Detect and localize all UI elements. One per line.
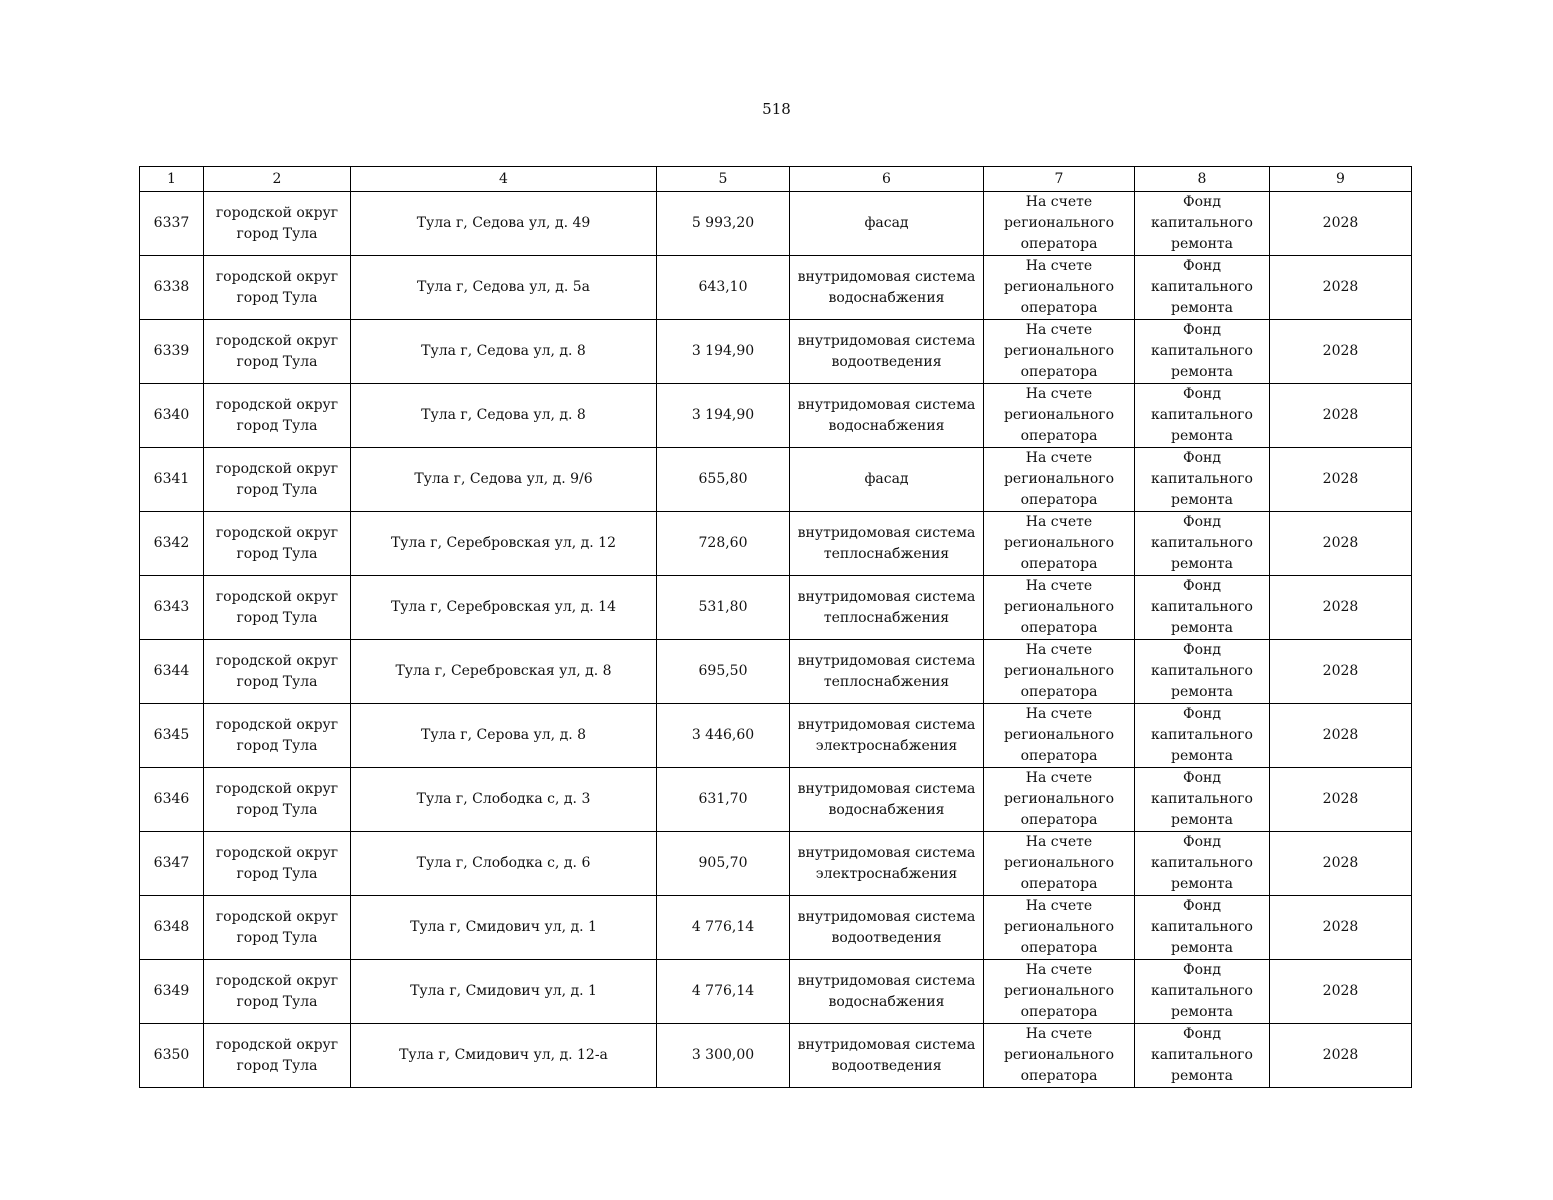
row-number-cell: 6349: [140, 960, 204, 1024]
district-cell: [204, 384, 351, 448]
work-type-cell: [790, 384, 984, 448]
work-type-cell-line: водоснабжения: [828, 289, 945, 306]
district-cell: [204, 768, 351, 832]
funding-source-cell-line: ремонта: [1171, 684, 1233, 700]
table-row: [140, 256, 1412, 320]
work-type-cell-line: внутридомовая система: [797, 524, 976, 541]
address-cell: Тула г, Слободка с, д. 6: [351, 832, 657, 896]
funding-source-cell: [1135, 768, 1270, 832]
funding-source-cell: [1135, 576, 1270, 640]
work-type-cell-line: внутридомовая система: [797, 332, 976, 349]
address-cell: Тула г, Седова ул, д. 8: [351, 320, 657, 384]
table-row: [140, 896, 1412, 960]
account-method-cell-line: На счете: [1025, 1026, 1093, 1042]
district-cell-line: городской округ: [215, 972, 339, 989]
account-method-cell-line: регионального: [1003, 471, 1115, 487]
account-method-cell-line: оператора: [1020, 300, 1098, 316]
funding-source-cell-line: Фонд: [1182, 962, 1221, 978]
district-cell-line: город Тула: [236, 801, 318, 818]
year-cell: 2028: [1270, 832, 1412, 896]
area-cell: 655,80: [657, 448, 790, 512]
account-method-cell-line: оператора: [1020, 236, 1098, 252]
funding-source-cell-line: ремонта: [1171, 364, 1233, 380]
table-row: [140, 320, 1412, 384]
district-cell: [204, 192, 351, 256]
funding-source-cell-line: капитального: [1151, 983, 1253, 999]
address-cell: Тула г, Седова ул, д. 9/6: [351, 448, 657, 512]
table-row: [140, 704, 1412, 768]
account-method-cell: [984, 512, 1135, 576]
account-method-cell-line: регионального: [1003, 919, 1115, 935]
work-type-cell: [790, 576, 984, 640]
account-method-cell-line: оператора: [1020, 812, 1098, 828]
funding-source-cell-line: капитального: [1151, 279, 1253, 295]
work-type-cell-line: водоснабжения: [828, 801, 945, 818]
account-method-cell-line: На счете: [1025, 834, 1093, 850]
year-cell: 2028: [1270, 896, 1412, 960]
funding-source-cell: [1135, 384, 1270, 448]
account-method-cell-line: регионального: [1003, 279, 1115, 295]
district-cell-line: городской округ: [215, 460, 339, 477]
funding-source-cell-line: ремонта: [1171, 748, 1233, 764]
funding-source-cell-line: Фонд: [1182, 258, 1221, 274]
funding-source-cell-line: ремонта: [1171, 940, 1233, 956]
work-type-cell-line: внутридомовая система: [797, 652, 976, 669]
funding-source-cell-line: Фонд: [1182, 578, 1221, 594]
area-cell: 4 776,14: [657, 896, 790, 960]
funding-source-cell-line: капитального: [1151, 407, 1253, 423]
district-cell: [204, 1024, 351, 1088]
table-row: [140, 192, 1412, 256]
account-method-cell: [984, 960, 1135, 1024]
funding-source-cell-line: Фонд: [1182, 194, 1221, 210]
district-cell-line: город Тула: [236, 289, 318, 306]
funding-source-cell-line: капитального: [1151, 1047, 1253, 1063]
account-method-cell: [984, 192, 1135, 256]
work-type-cell: [790, 192, 984, 256]
account-method-cell-line: регионального: [1003, 599, 1115, 615]
funding-source-cell-line: ремонта: [1171, 620, 1233, 636]
area-cell: 3 300,00: [657, 1024, 790, 1088]
row-number-cell: 6341: [140, 448, 204, 512]
work-type-cell: [790, 768, 984, 832]
funding-source-cell-line: капитального: [1151, 599, 1253, 615]
row-number-cell: 6348: [140, 896, 204, 960]
funding-source-cell-line: капитального: [1151, 919, 1253, 935]
account-method-cell-line: регионального: [1003, 343, 1115, 359]
account-method-cell: [984, 576, 1135, 640]
district-cell-line: город Тула: [236, 673, 318, 690]
work-type-cell-line: внутридомовая система: [797, 396, 976, 413]
district-cell-line: город Тула: [236, 993, 318, 1010]
account-method-cell: [984, 1024, 1135, 1088]
district-cell-line: городской округ: [215, 780, 339, 797]
district-cell-line: городской округ: [215, 524, 339, 541]
account-method-cell: [984, 448, 1135, 512]
area-cell: 5 993,20: [657, 192, 790, 256]
year-cell: 2028: [1270, 448, 1412, 512]
account-method-cell-line: регионального: [1003, 407, 1115, 423]
funding-source-cell-line: ремонта: [1171, 812, 1233, 828]
work-type-cell: [790, 960, 984, 1024]
funding-source-cell-line: капитального: [1151, 215, 1253, 231]
work-type-cell-line: внутридомовая система: [797, 588, 976, 605]
work-type-cell-line: водоснабжения: [828, 417, 945, 434]
district-cell: [204, 256, 351, 320]
funding-source-cell-line: капитального: [1151, 663, 1253, 679]
account-method-cell-line: регионального: [1003, 727, 1115, 743]
account-method-cell: [984, 320, 1135, 384]
district-cell-line: городской округ: [215, 652, 339, 669]
work-type-cell-line: фасад: [864, 471, 909, 487]
area-cell: 905,70: [657, 832, 790, 896]
year-cell: 2028: [1270, 1024, 1412, 1088]
column-header: 2: [204, 167, 351, 192]
work-type-cell-line: теплоснабжения: [823, 673, 950, 690]
work-type-cell: [790, 512, 984, 576]
district-cell-line: город Тула: [236, 225, 318, 242]
account-method-cell-line: На счете: [1025, 450, 1093, 466]
work-type-cell-line: внутридомовая система: [797, 844, 976, 861]
funding-source-cell-line: Фонд: [1182, 898, 1221, 914]
funding-source-cell-line: капитального: [1151, 471, 1253, 487]
address-cell: Тула г, Серова ул, д. 8: [351, 704, 657, 768]
account-method-cell-line: оператора: [1020, 876, 1098, 892]
year-cell: 2028: [1270, 768, 1412, 832]
work-type-cell: [790, 896, 984, 960]
district-cell-line: город Тула: [236, 865, 318, 882]
row-number-cell: 6340: [140, 384, 204, 448]
area-cell: 531,80: [657, 576, 790, 640]
year-cell: 2028: [1270, 640, 1412, 704]
area-cell: 695,50: [657, 640, 790, 704]
column-header: 7: [984, 167, 1135, 192]
funding-source-cell-line: ремонта: [1171, 492, 1233, 508]
district-cell-line: город Тула: [236, 1057, 318, 1074]
address-cell: Тула г, Седова ул, д. 49: [351, 192, 657, 256]
table-row: [140, 384, 1412, 448]
row-number-cell: 6337: [140, 192, 204, 256]
account-method-cell-line: оператора: [1020, 748, 1098, 764]
work-type-cell-line: водоотведения: [831, 353, 942, 370]
funding-source-cell-line: Фонд: [1182, 450, 1221, 466]
funding-source-cell: [1135, 896, 1270, 960]
district-cell-line: город Тула: [236, 353, 318, 370]
account-method-cell: [984, 640, 1135, 704]
account-method-cell-line: На счете: [1025, 386, 1093, 402]
work-type-cell: [790, 704, 984, 768]
funding-source-cell-line: ремонта: [1171, 876, 1233, 892]
area-cell: 728,60: [657, 512, 790, 576]
funding-source-cell: [1135, 512, 1270, 576]
address-cell: Тула г, Слободка с, д. 3: [351, 768, 657, 832]
address-cell: Тула г, Серебровская ул, д. 14: [351, 576, 657, 640]
year-cell: 2028: [1270, 256, 1412, 320]
account-method-cell-line: На счете: [1025, 962, 1093, 978]
funding-source-cell: [1135, 448, 1270, 512]
column-header: 4: [351, 167, 657, 192]
table-body: [140, 192, 1412, 1088]
header-row: [140, 167, 1412, 192]
area-cell: 3 194,90: [657, 320, 790, 384]
work-type-cell-line: внутридомовая система: [797, 972, 976, 989]
area-cell: 631,70: [657, 768, 790, 832]
funding-source-cell-line: Фонд: [1182, 1026, 1221, 1042]
account-method-cell-line: регионального: [1003, 1047, 1115, 1063]
district-cell: [204, 640, 351, 704]
funding-source-cell-line: Фонд: [1182, 706, 1221, 722]
address-cell: Тула г, Смидович ул, д. 12-а: [351, 1024, 657, 1088]
funding-source-cell-line: капитального: [1151, 791, 1253, 807]
work-type-cell-line: внутридомовая система: [797, 908, 976, 925]
funding-source-cell-line: ремонта: [1171, 1068, 1233, 1084]
account-method-cell: [984, 896, 1135, 960]
account-method-cell-line: оператора: [1020, 1068, 1098, 1084]
funding-source-cell-line: Фонд: [1182, 834, 1221, 850]
work-type-cell-line: внутридомовая система: [797, 780, 976, 797]
column-header: 6: [790, 167, 984, 192]
register-table: [139, 166, 1412, 1088]
funding-source-cell-line: капитального: [1151, 727, 1253, 743]
account-method-cell-line: регионального: [1003, 663, 1115, 679]
funding-source-cell-line: Фонд: [1182, 770, 1221, 786]
district-cell-line: город Тула: [236, 609, 318, 626]
funding-source-cell: [1135, 320, 1270, 384]
work-type-cell-line: электроснабжения: [815, 737, 958, 754]
district-cell-line: город Тула: [236, 929, 318, 946]
funding-source-cell: [1135, 960, 1270, 1024]
account-method-cell-line: оператора: [1020, 940, 1098, 956]
account-method-cell-line: На счете: [1025, 258, 1093, 274]
district-cell: [204, 832, 351, 896]
table-row: [140, 960, 1412, 1024]
row-number-cell: 6344: [140, 640, 204, 704]
district-cell-line: городской округ: [215, 332, 339, 349]
account-method-cell-line: На счете: [1025, 706, 1093, 722]
row-number-cell: 6342: [140, 512, 204, 576]
work-type-cell: [790, 256, 984, 320]
account-method-cell: [984, 768, 1135, 832]
funding-source-cell-line: Фонд: [1182, 514, 1221, 530]
funding-source-cell-line: капитального: [1151, 855, 1253, 871]
row-number-cell: 6339: [140, 320, 204, 384]
table-row: [140, 576, 1412, 640]
column-header: 1: [140, 167, 204, 192]
funding-source-cell-line: ремонта: [1171, 1004, 1233, 1020]
funding-source-cell: [1135, 192, 1270, 256]
address-cell: Тула г, Серебровская ул, д. 8: [351, 640, 657, 704]
account-method-cell-line: оператора: [1020, 684, 1098, 700]
account-method-cell-line: оператора: [1020, 428, 1098, 444]
account-method-cell-line: На счете: [1025, 322, 1093, 338]
account-method-cell: [984, 384, 1135, 448]
district-cell-line: городской округ: [215, 396, 339, 413]
work-type-cell: [790, 1024, 984, 1088]
account-method-cell-line: оператора: [1020, 620, 1098, 636]
area-cell: 3 194,90: [657, 384, 790, 448]
column-header: 5: [657, 167, 790, 192]
district-cell: [204, 704, 351, 768]
year-cell: 2028: [1270, 320, 1412, 384]
address-cell: Тула г, Смидович ул, д. 1: [351, 960, 657, 1024]
account-method-cell-line: регионального: [1003, 215, 1115, 231]
work-type-cell-line: фасад: [864, 215, 909, 231]
table-row: [140, 832, 1412, 896]
district-cell-line: городской округ: [215, 588, 339, 605]
column-header: 8: [1135, 167, 1270, 192]
table-row: [140, 1024, 1412, 1088]
work-type-cell: [790, 832, 984, 896]
table-row: [140, 512, 1412, 576]
account-method-cell-line: регионального: [1003, 791, 1115, 807]
funding-source-cell-line: капитального: [1151, 535, 1253, 551]
funding-source-cell-line: Фонд: [1182, 322, 1221, 338]
account-method-cell-line: регионального: [1003, 535, 1115, 551]
district-cell-line: город Тула: [236, 481, 318, 498]
district-cell: [204, 576, 351, 640]
account-method-cell-line: На счете: [1025, 770, 1093, 786]
row-number-cell: 6338: [140, 256, 204, 320]
row-number-cell: 6345: [140, 704, 204, 768]
year-cell: 2028: [1270, 384, 1412, 448]
work-type-cell-line: теплоснабжения: [823, 545, 950, 562]
account-method-cell-line: На счете: [1025, 578, 1093, 594]
district-cell-line: городской округ: [215, 268, 339, 285]
district-cell: [204, 512, 351, 576]
account-method-cell-line: На счете: [1025, 898, 1093, 914]
year-cell: 2028: [1270, 512, 1412, 576]
account-method-cell-line: оператора: [1020, 492, 1098, 508]
column-header: 9: [1270, 167, 1412, 192]
account-method-cell-line: оператора: [1020, 364, 1098, 380]
area-cell: 4 776,14: [657, 960, 790, 1024]
funding-source-cell-line: ремонта: [1171, 556, 1233, 572]
funding-source-cell-line: ремонта: [1171, 428, 1233, 444]
district-cell-line: городской округ: [215, 716, 339, 733]
area-cell: 643,10: [657, 256, 790, 320]
row-number-cell: 6347: [140, 832, 204, 896]
funding-source-cell-line: Фонд: [1182, 642, 1221, 658]
work-type-cell: [790, 640, 984, 704]
account-method-cell-line: На счете: [1025, 642, 1093, 658]
work-type-cell-line: электроснабжения: [815, 865, 958, 882]
row-number-cell: 6343: [140, 576, 204, 640]
page-number: 518: [762, 100, 791, 118]
district-cell-line: городской округ: [215, 1036, 339, 1053]
funding-source-cell: [1135, 256, 1270, 320]
account-method-cell: [984, 256, 1135, 320]
account-method-cell-line: оператора: [1020, 1004, 1098, 1020]
district-cell-line: город Тула: [236, 545, 318, 562]
address-cell: Тула г, Седова ул, д. 5а: [351, 256, 657, 320]
work-type-cell: [790, 320, 984, 384]
account-method-cell-line: оператора: [1020, 556, 1098, 572]
work-type-cell-line: внутридомовая система: [797, 1036, 976, 1053]
funding-source-cell-line: ремонта: [1171, 236, 1233, 252]
district-cell-line: городской округ: [215, 908, 339, 925]
funding-source-cell: [1135, 1024, 1270, 1088]
table-row: [140, 768, 1412, 832]
work-type-cell-line: водоснабжения: [828, 993, 945, 1010]
account-method-cell: [984, 704, 1135, 768]
district-cell: [204, 320, 351, 384]
work-type-cell-line: водоотведения: [831, 929, 942, 946]
work-type-cell-line: внутридомовая система: [797, 268, 976, 285]
account-method-cell-line: На счете: [1025, 194, 1093, 210]
funding-source-cell-line: ремонта: [1171, 300, 1233, 316]
funding-source-cell: [1135, 832, 1270, 896]
account-method-cell-line: На счете: [1025, 514, 1093, 530]
district-cell-line: городской округ: [215, 844, 339, 861]
address-cell: Тула г, Смидович ул, д. 1: [351, 896, 657, 960]
district-cell: [204, 960, 351, 1024]
year-cell: 2028: [1270, 960, 1412, 1024]
district-cell: [204, 896, 351, 960]
work-type-cell-line: теплоснабжения: [823, 609, 950, 626]
work-type-cell-line: внутридомовая система: [797, 716, 976, 733]
row-number-cell: 6346: [140, 768, 204, 832]
work-type-cell: [790, 448, 984, 512]
year-cell: 2028: [1270, 192, 1412, 256]
work-type-cell-line: водоотведения: [831, 1057, 942, 1074]
account-method-cell: [984, 832, 1135, 896]
account-method-cell-line: регионального: [1003, 855, 1115, 871]
table-row: [140, 640, 1412, 704]
year-cell: 2028: [1270, 704, 1412, 768]
address-cell: Тула г, Седова ул, д. 8: [351, 384, 657, 448]
address-cell: Тула г, Серебровская ул, д. 12: [351, 512, 657, 576]
district-cell-line: город Тула: [236, 737, 318, 754]
area-cell: 3 446,60: [657, 704, 790, 768]
funding-source-cell-line: Фонд: [1182, 386, 1221, 402]
row-number-cell: 6350: [140, 1024, 204, 1088]
account-method-cell-line: регионального: [1003, 983, 1115, 999]
district-cell-line: город Тула: [236, 417, 318, 434]
district-cell: [204, 448, 351, 512]
table-row: [140, 448, 1412, 512]
funding-source-cell: [1135, 704, 1270, 768]
funding-source-cell: [1135, 640, 1270, 704]
funding-source-cell-line: капитального: [1151, 343, 1253, 359]
district-cell-line: городской округ: [215, 204, 339, 221]
year-cell: 2028: [1270, 576, 1412, 640]
